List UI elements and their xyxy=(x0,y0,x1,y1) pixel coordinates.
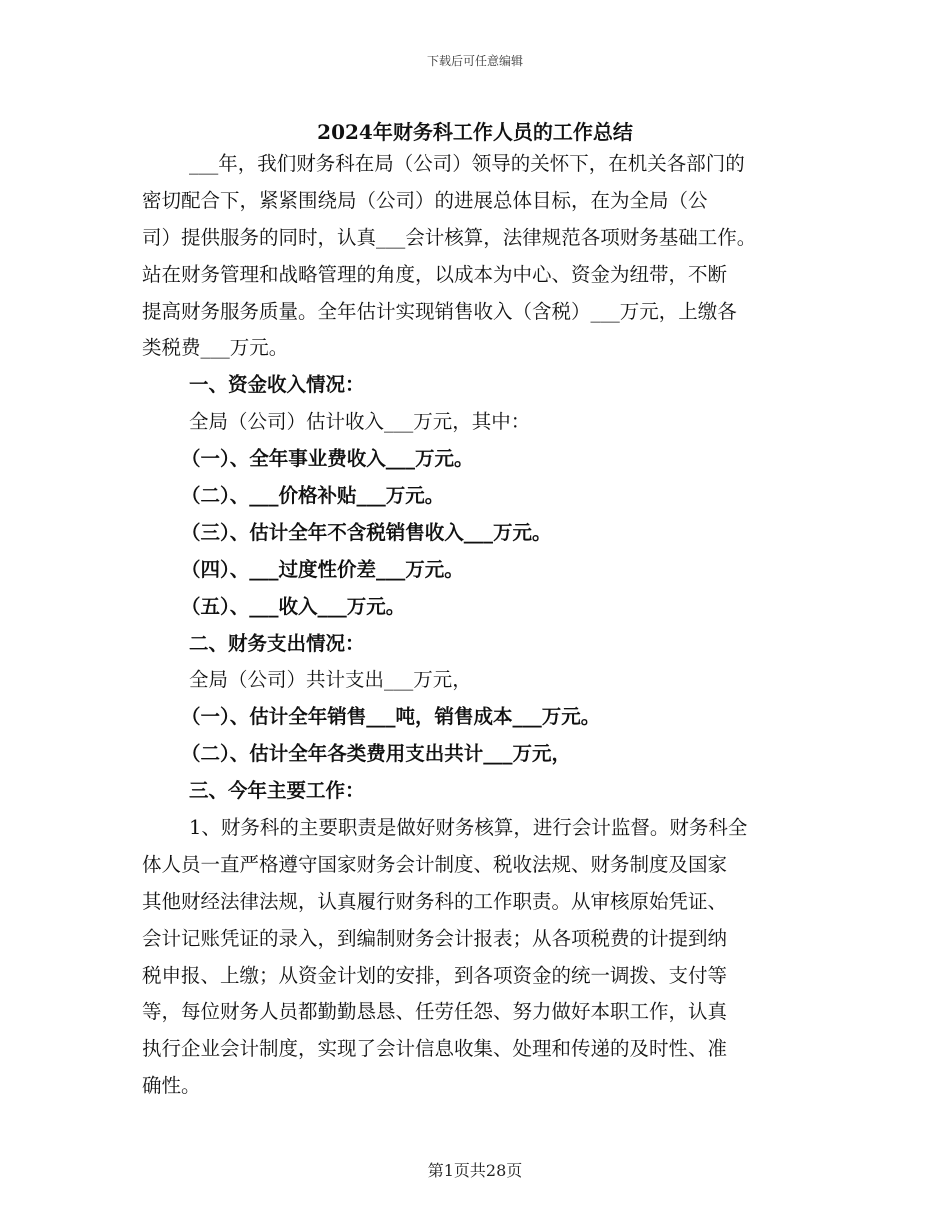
list-item: （四）、___过度性价差___万元。 xyxy=(181,557,464,581)
paragraph-line: 密切配合下，紧紧围绕局（公司）的进展总体目标，在为全局（公 xyxy=(142,188,708,212)
paragraph-line: 体人员一直严格遵守国家财务会计制度、税收法规、财务制度及国家 xyxy=(142,852,728,876)
page-number-footer: 第1页共28页 xyxy=(427,1161,523,1180)
section-heading: 三、今年主要工作： xyxy=(189,779,365,803)
section-heading: 一、资金收入情况： xyxy=(189,373,365,397)
section-heading: 二、财务支出情况： xyxy=(189,631,365,655)
paragraph-line: 税申报、上缴；从资金计划的安排，到各项资金的统一调拨、支付等 xyxy=(142,963,728,987)
list-item: （一）、全年事业费收入___万元。 xyxy=(181,447,474,471)
list-item: （一）、估计全年销售___吨，销售成本___万元。 xyxy=(181,705,601,729)
paragraph-line: 会计记账凭证的录入，到编制财务会计报表；从各项税费的计提到纳 xyxy=(142,926,728,950)
paragraph-line: 全局（公司）共计支出___万元， xyxy=(189,668,472,692)
paragraph-line: 司）提供服务的同时，认真___会计核算，法律规范各项财务基础工作。 xyxy=(142,225,757,249)
list-item: （三）、估计全年不含税销售收入___万元。 xyxy=(181,520,552,544)
paragraph-line: ___年，我们财务科在局（公司）领导的关怀下，在机关各部门的 xyxy=(189,152,745,175)
paragraph-line: 类税费___万元。 xyxy=(142,336,289,360)
header-note: 下载后可任意编辑 xyxy=(426,54,523,68)
document-body xyxy=(142,146,822,1105)
paragraph-line: 站在财务管理和战略管理的角度，以成本为中心、资金为纽带，不断 xyxy=(142,262,728,286)
list-item: （五）、___收入___万元。 xyxy=(181,594,406,618)
paragraph-line: 确性。 xyxy=(142,1074,201,1098)
list-item: （二）、___价格补贴___万元。 xyxy=(181,484,445,508)
document-title: 2024年财务科工作人员的工作总结 xyxy=(317,120,633,144)
paragraph-line: 执行企业会计制度，实现了会计信息收集、处理和传递的及时性、准 xyxy=(142,1037,728,1061)
paragraph-line: 等，每位财务人员都勤勤恳恳、任劳任怨、努力做好本职工作，认真 xyxy=(142,1000,728,1024)
paragraph-line: 其他财经法律法规，认真履行财务科的工作职责。从审核原始凭证、 xyxy=(142,889,728,913)
paragraph-line: 全局（公司）估计收入___万元，其中： xyxy=(189,410,531,434)
list-item: （二）、估计全年各类费用支出共计___万元， xyxy=(181,742,572,766)
paragraph-line: 1、财务科的主要职责是做好财务核算，进行会计监督。财务科全 xyxy=(189,816,748,840)
paragraph-line: 提高财务服务质量。全年估计实现销售收入（含税）___万元，上缴各 xyxy=(142,299,737,323)
